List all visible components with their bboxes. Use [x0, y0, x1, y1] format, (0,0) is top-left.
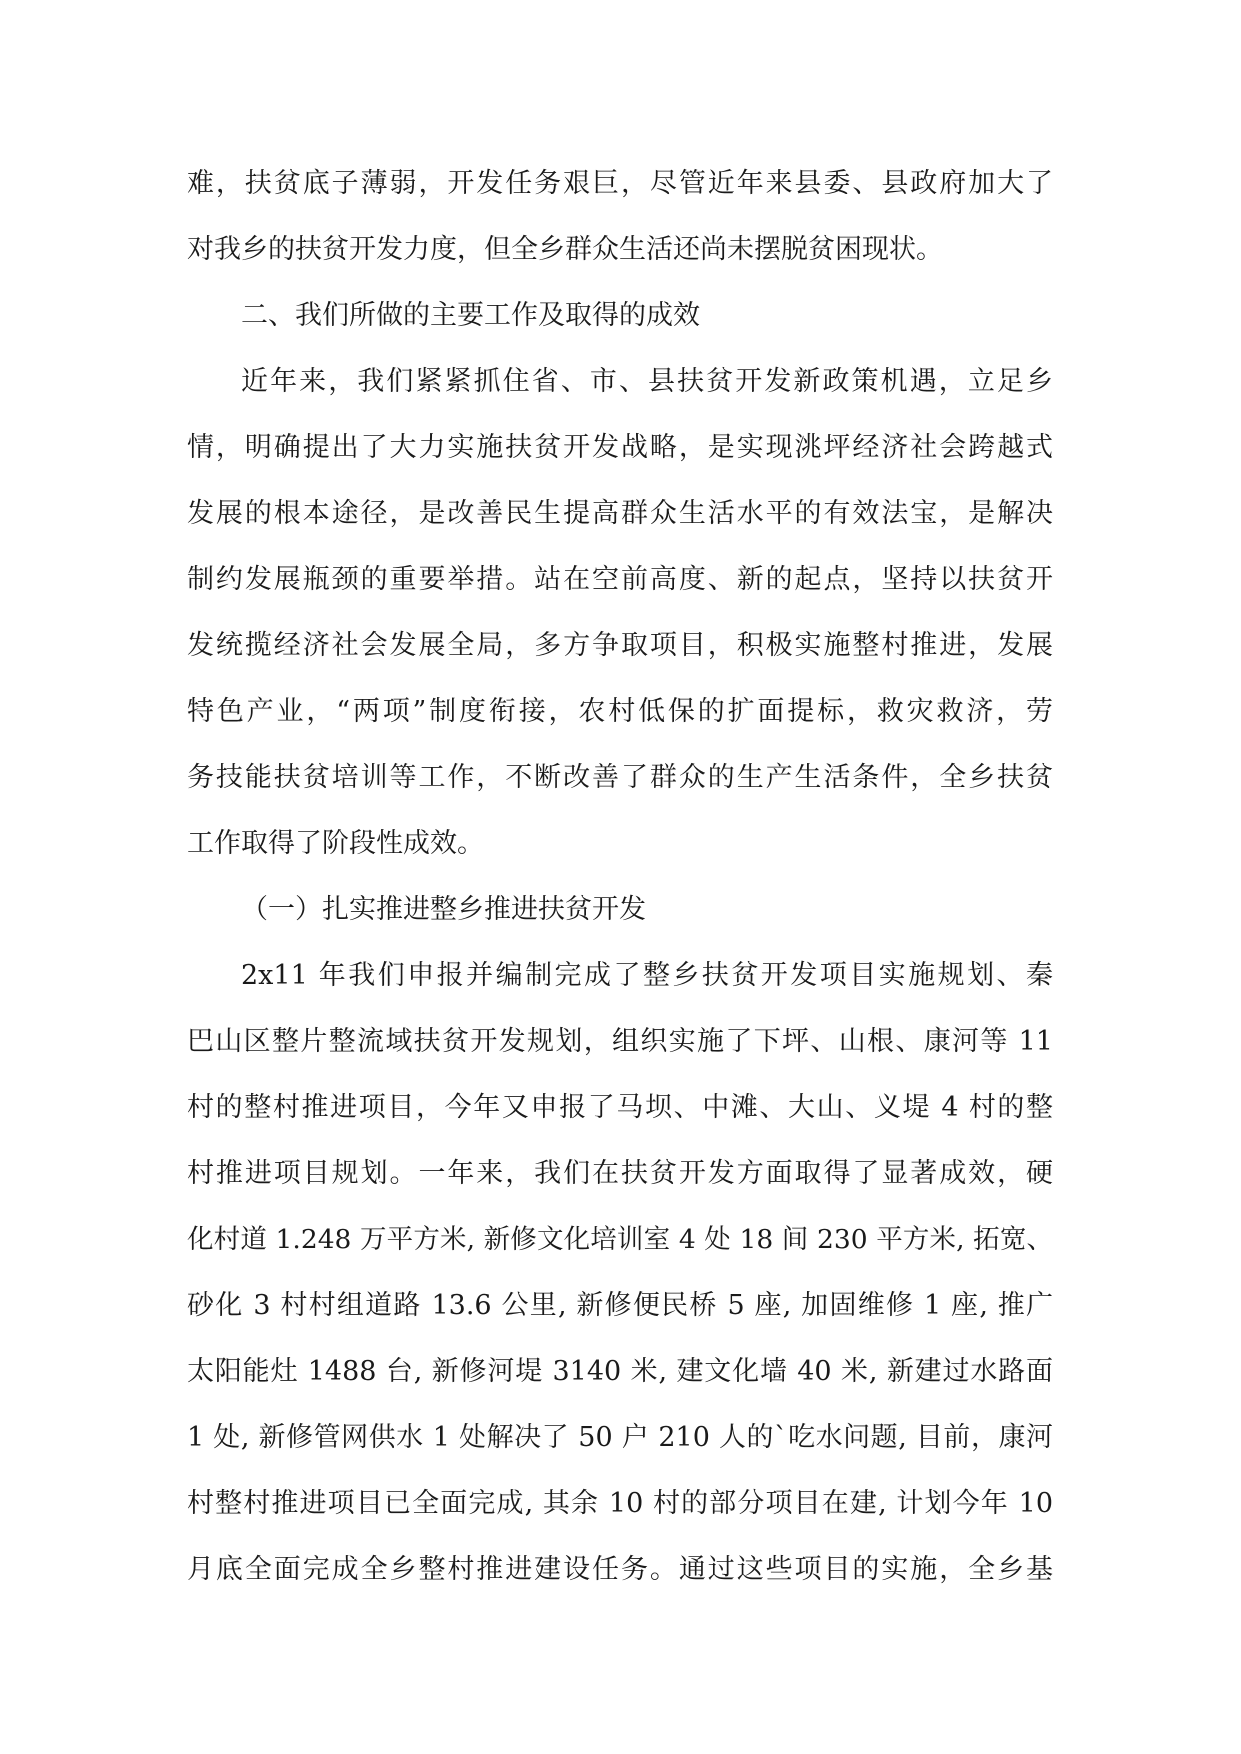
paragraph-line: 情，明确提出了大力实施扶贫开发战略，是实现洮坪经济社会跨越式 [187, 432, 1053, 463]
paragraph-line: （一）扎实推进整乡推进扶贫开发 [241, 894, 646, 925]
paragraph-line: 化村道 1.248 万平方米, 新修文化培训室 4 处 18 间 230 平方米, 拓宽、 [187, 1224, 1053, 1255]
paragraph-line: 村推进项目规划。一年来，我们在扶贫开发方面取得了显著成效，硬 [187, 1158, 1053, 1189]
paragraph-line: 村整村推进项目已全面完成, 其余 10 村的部分项目在建, 计划今年 10 [187, 1488, 1053, 1519]
paragraph-line: 月底全面完成全乡整村推进建设任务。通过这些项目的实施，全乡基 [187, 1554, 1053, 1585]
paragraph-line: 制约发展瓶颈的重要举措。站在空前高度、新的起点，坚持以扶贫开 [187, 564, 1053, 595]
paragraph-line: 太阳能灶 1488 台, 新修河堤 3140 米, 建文化墙 40 米, 新建过水路面 [187, 1356, 1053, 1387]
paragraph-line: 砂化 3 村村组道路 13.6 公里, 新修便民桥 5 座, 加固维修 1 座, 推广 [187, 1290, 1053, 1321]
paragraph-line: 难，扶贫底子薄弱，开发任务艰巨，尽管近年来县委、县政府加大了 [187, 168, 1053, 199]
paragraph-line: 发展的根本途径，是改善民生提高群众生活水平的有效法宝，是解决 [187, 498, 1053, 529]
paragraph-line: 对我乡的扶贫开发力度，但全乡群众生活还尚未摆脱贫困现状。 [187, 234, 943, 265]
document-body [187, 151, 1053, 1603]
paragraph-line: 巴山区整片整流域扶贫开发规划，组织实施了下坪、山根、康河等 11 [187, 1026, 1053, 1057]
paragraph-line: 发统揽经济社会发展全局，多方争取项目，积极实施整村推进，发展 [187, 630, 1053, 661]
paragraph-line: 二、我们所做的主要工作及取得的成效 [241, 300, 700, 331]
paragraph-line: 务技能扶贫培训等工作，不断改善了群众的生产生活条件，全乡扶贫 [187, 762, 1053, 793]
paragraph-line: 特色产业，“两项”制度衔接，农村低保的扩面提标，救灾救济，劳 [187, 696, 1053, 727]
paragraph-line: 近年来，我们紧紧抓住省、市、县扶贫开发新政策机遇，立足乡 [241, 366, 1053, 397]
paragraph-line: 1 处, 新修管网供水 1 处解决了 50 户 210 人的`吃水问题, 目前，康河 [187, 1422, 1053, 1453]
paragraph-line: 工作取得了阶段性成效。 [187, 828, 484, 859]
paragraph-line: 村的整村推进项目，今年又申报了马坝、中滩、大山、义堤 4 村的整 [187, 1092, 1053, 1123]
paragraph-line: 2x11 年我们申报并编制完成了整乡扶贫开发项目实施规划、秦 [241, 960, 1053, 991]
